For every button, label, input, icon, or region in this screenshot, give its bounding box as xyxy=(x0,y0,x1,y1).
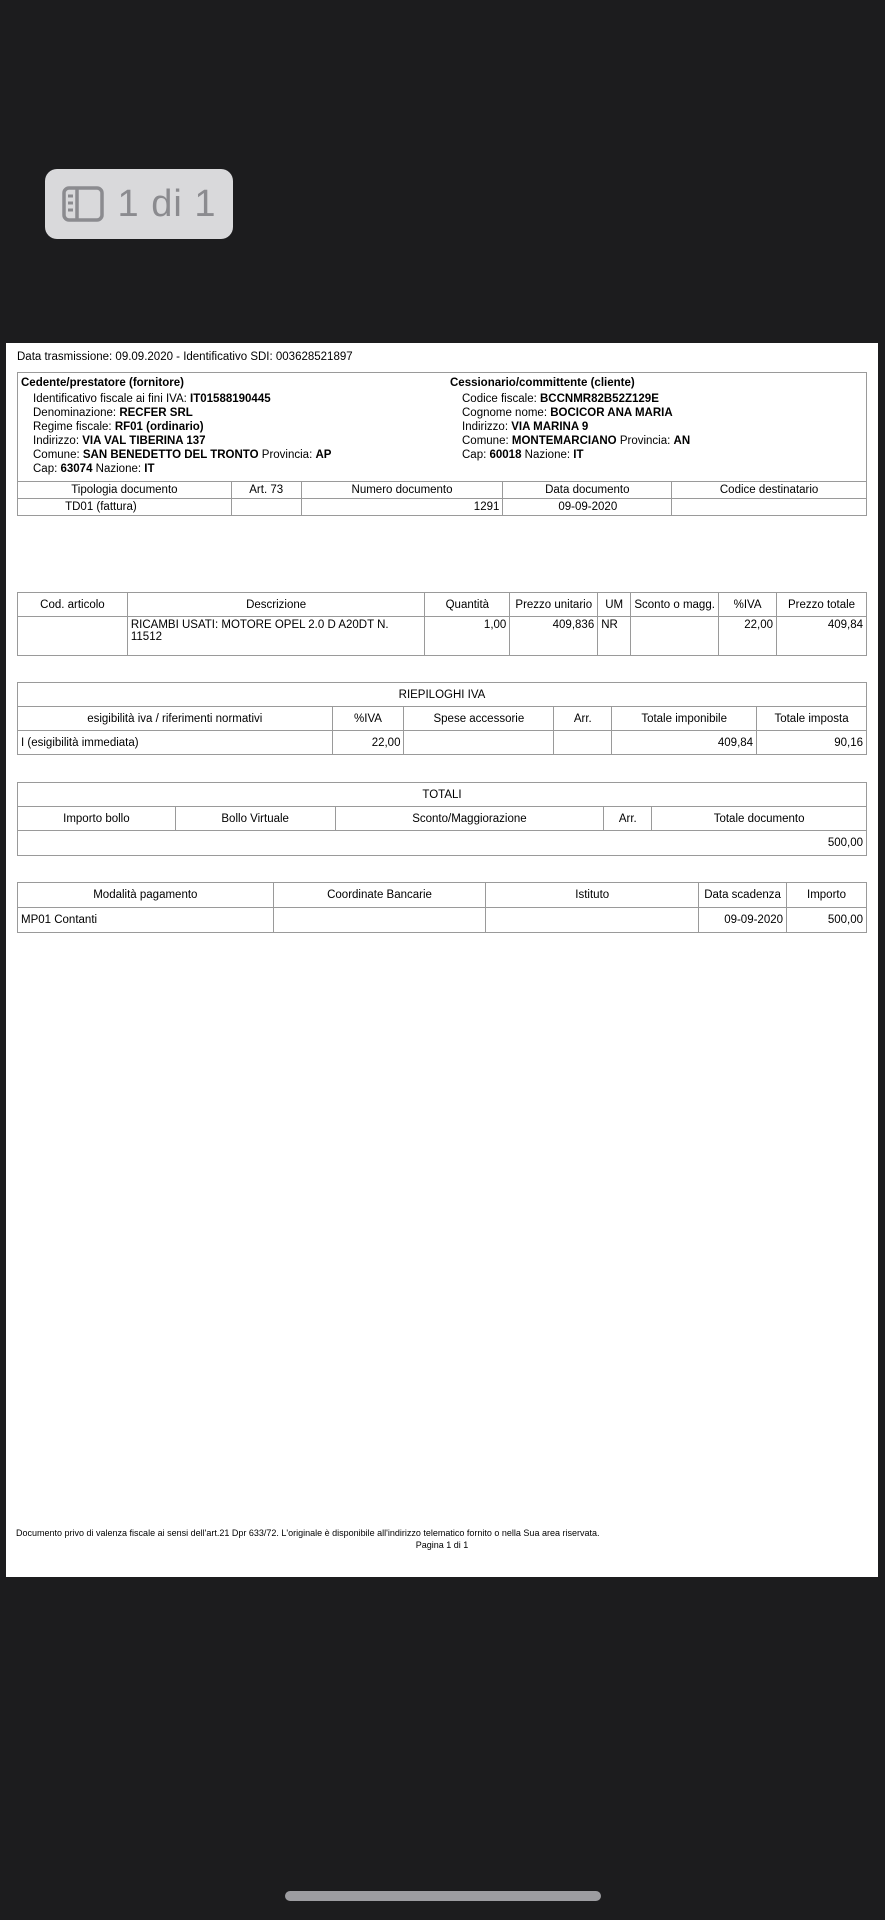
cedente-nazione: IT xyxy=(144,463,155,475)
th-istituto: Istituto xyxy=(486,883,699,908)
th-art73: Art. 73 xyxy=(231,482,301,499)
riep-arr xyxy=(554,731,612,755)
cessionario-nazione: IT xyxy=(573,449,584,461)
totale-documento-value: 500,00 xyxy=(18,831,867,856)
cedente-comune: SAN BENEDETTO DEL TRONTO xyxy=(82,449,259,461)
th-imposta: Totale imposta xyxy=(757,707,867,731)
doc-tipologia: TD01 (fattura) xyxy=(18,499,232,516)
cedente-block: Cedente/prestatore (fornitore) Identificativo fiscale ai fini IVA: IT01588190445 Denominazione: RECFER SRL Regime fiscale: RF01 (ordinario) Indirizzo: VIA VAL TIBERINA 137 Comune: SAN BENEDETTO DEL TRONTO Provincia: AP Cap: 63074 Nazione: IT xyxy=(21,377,332,475)
item-total: 409,84 xyxy=(777,617,867,656)
th-arr: Arr. xyxy=(554,707,612,731)
items-table xyxy=(17,592,867,656)
th-quantita: Quantità xyxy=(425,593,510,617)
th-modalita: Modalità pagamento xyxy=(18,883,274,908)
th-riep-iva: %IVA xyxy=(332,707,404,731)
item-price: 409,836 xyxy=(510,617,598,656)
th-numero: Numero documento xyxy=(301,482,503,499)
sidebar-icon xyxy=(62,186,104,222)
item-qty: 1,00 xyxy=(425,617,510,656)
cedente-title: Cedente/prestatore (fornitore) xyxy=(21,377,184,389)
table-row xyxy=(18,617,867,656)
th-bollo-virtuale: Bollo Virtuale xyxy=(175,807,335,831)
doc-numero: 1291 xyxy=(301,499,503,516)
cessionario-cf: BCCNMR82B52Z129E xyxy=(539,393,659,405)
th-tot-arr: Arr. xyxy=(604,807,652,831)
th-spese: Spese accessorie xyxy=(404,707,554,731)
th-importo-bollo: Importo bollo xyxy=(18,807,176,831)
riep-imposta: 90,16 xyxy=(757,731,867,755)
riep-spese xyxy=(404,731,554,755)
parties-box xyxy=(17,372,867,484)
invoice-document xyxy=(6,343,878,1577)
footer-page: Pagina 1 di 1 xyxy=(415,1540,469,1550)
doc-art73 xyxy=(231,499,301,516)
pag-coordinate xyxy=(273,908,486,933)
horizontal-scrollbar[interactable] xyxy=(285,1891,601,1901)
cessionario-provincia: AN xyxy=(673,435,691,447)
footer-note: Documento privo di valenza fiscale ai sensi dell'art.21 Dpr 633/72. L'originale è disponibile all'indirizzo telematico fornito o nella Sua area riservata. xyxy=(16,1528,600,1538)
cedente-piva: IT01588190445 xyxy=(190,393,271,405)
cedente-provincia: AP xyxy=(315,449,332,461)
riep-esigibilita: I (esigibilità immediata) xyxy=(18,731,333,755)
cessionario-nome: BOCICOR ANA MARIA xyxy=(550,407,673,419)
cedente-denominazione: RECFER SRL xyxy=(119,407,193,419)
th-codice-dest: Codice destinatario xyxy=(672,482,867,499)
riepiloghi-title: RIEPILOGHI IVA xyxy=(18,683,867,707)
th-totale-documento: Totale documento xyxy=(652,807,867,831)
th-sconto-magg: Sconto/Maggiorazione xyxy=(335,807,604,831)
item-sconto xyxy=(631,617,719,656)
transmission-line: Data trasmissione: 09.09.2020 - Identificativo SDI: 003628521897 xyxy=(17,351,353,363)
table-row xyxy=(18,908,867,933)
page-indicator-label: 1 di 1 xyxy=(117,182,217,225)
item-desc: RICAMBI USATI: MOTORE OPEL 2.0 D A20DT N. 11512 xyxy=(127,617,425,656)
doc-data: 09-09-2020 xyxy=(503,499,672,516)
cessionario-indirizzo: VIA MARINA 9 xyxy=(511,421,589,433)
table-row xyxy=(18,731,867,755)
th-imponibile: Totale imponibile xyxy=(612,707,757,731)
th-iva: %IVA xyxy=(719,593,777,617)
th-um: UM xyxy=(598,593,631,617)
riep-imponibile: 409,84 xyxy=(612,731,757,755)
th-data: Data documento xyxy=(503,482,672,499)
cessionario-title: Cessionario/committente (cliente) xyxy=(450,377,635,389)
th-sconto: Sconto o magg. xyxy=(631,593,719,617)
pag-modalita: MP01 Contanti xyxy=(18,908,274,933)
th-cod-articolo: Cod. articolo xyxy=(18,593,128,617)
riep-iva: 22,00 xyxy=(332,731,404,755)
pag-importo: 500,00 xyxy=(787,908,867,933)
item-iva: 22,00 xyxy=(719,617,777,656)
th-descrizione: Descrizione xyxy=(127,593,425,617)
totali-table xyxy=(17,782,867,856)
cedente-regime: RF01 (ordinario) xyxy=(114,421,204,433)
th-scadenza: Data scadenza xyxy=(699,883,787,908)
doc-codice-dest xyxy=(672,499,867,516)
totali-title: TOTALI xyxy=(18,783,867,807)
pag-scadenza: 09-09-2020 xyxy=(699,908,787,933)
th-prezzo-unitario: Prezzo unitario xyxy=(510,593,598,617)
th-coordinate: Coordinate Bancarie xyxy=(273,883,486,908)
item-um: NR xyxy=(598,617,631,656)
cessionario-block: Cessionario/committente (cliente) Codice fiscale: BCCNMR82B52Z129E Cognome nome: BOCICOR ANA MARIA Indirizzo: VIA MARINA 9 Comune: MONTEMARCIANO Provincia: AN Cap: 60018 Nazione: IT xyxy=(450,377,691,461)
cedente-cap: 63074 xyxy=(60,463,93,475)
cessionario-comune: MONTEMARCIANO xyxy=(511,435,617,447)
th-tipologia: Tipologia documento xyxy=(18,482,232,499)
riepiloghi-iva-table xyxy=(17,682,867,755)
page-indicator[interactable] xyxy=(45,169,233,239)
document-info-table xyxy=(17,481,867,516)
th-esigibilita: esigibilità iva / riferimenti normativi xyxy=(18,707,333,731)
th-prezzo-totale: Prezzo totale xyxy=(777,593,867,617)
pagamento-table xyxy=(17,882,867,933)
cessionario-cap: 60018 xyxy=(489,449,522,461)
item-cod xyxy=(18,617,128,656)
pag-istituto xyxy=(486,908,699,933)
th-importo: Importo xyxy=(787,883,867,908)
cedente-indirizzo: VIA VAL TIBERINA 137 xyxy=(82,435,206,447)
